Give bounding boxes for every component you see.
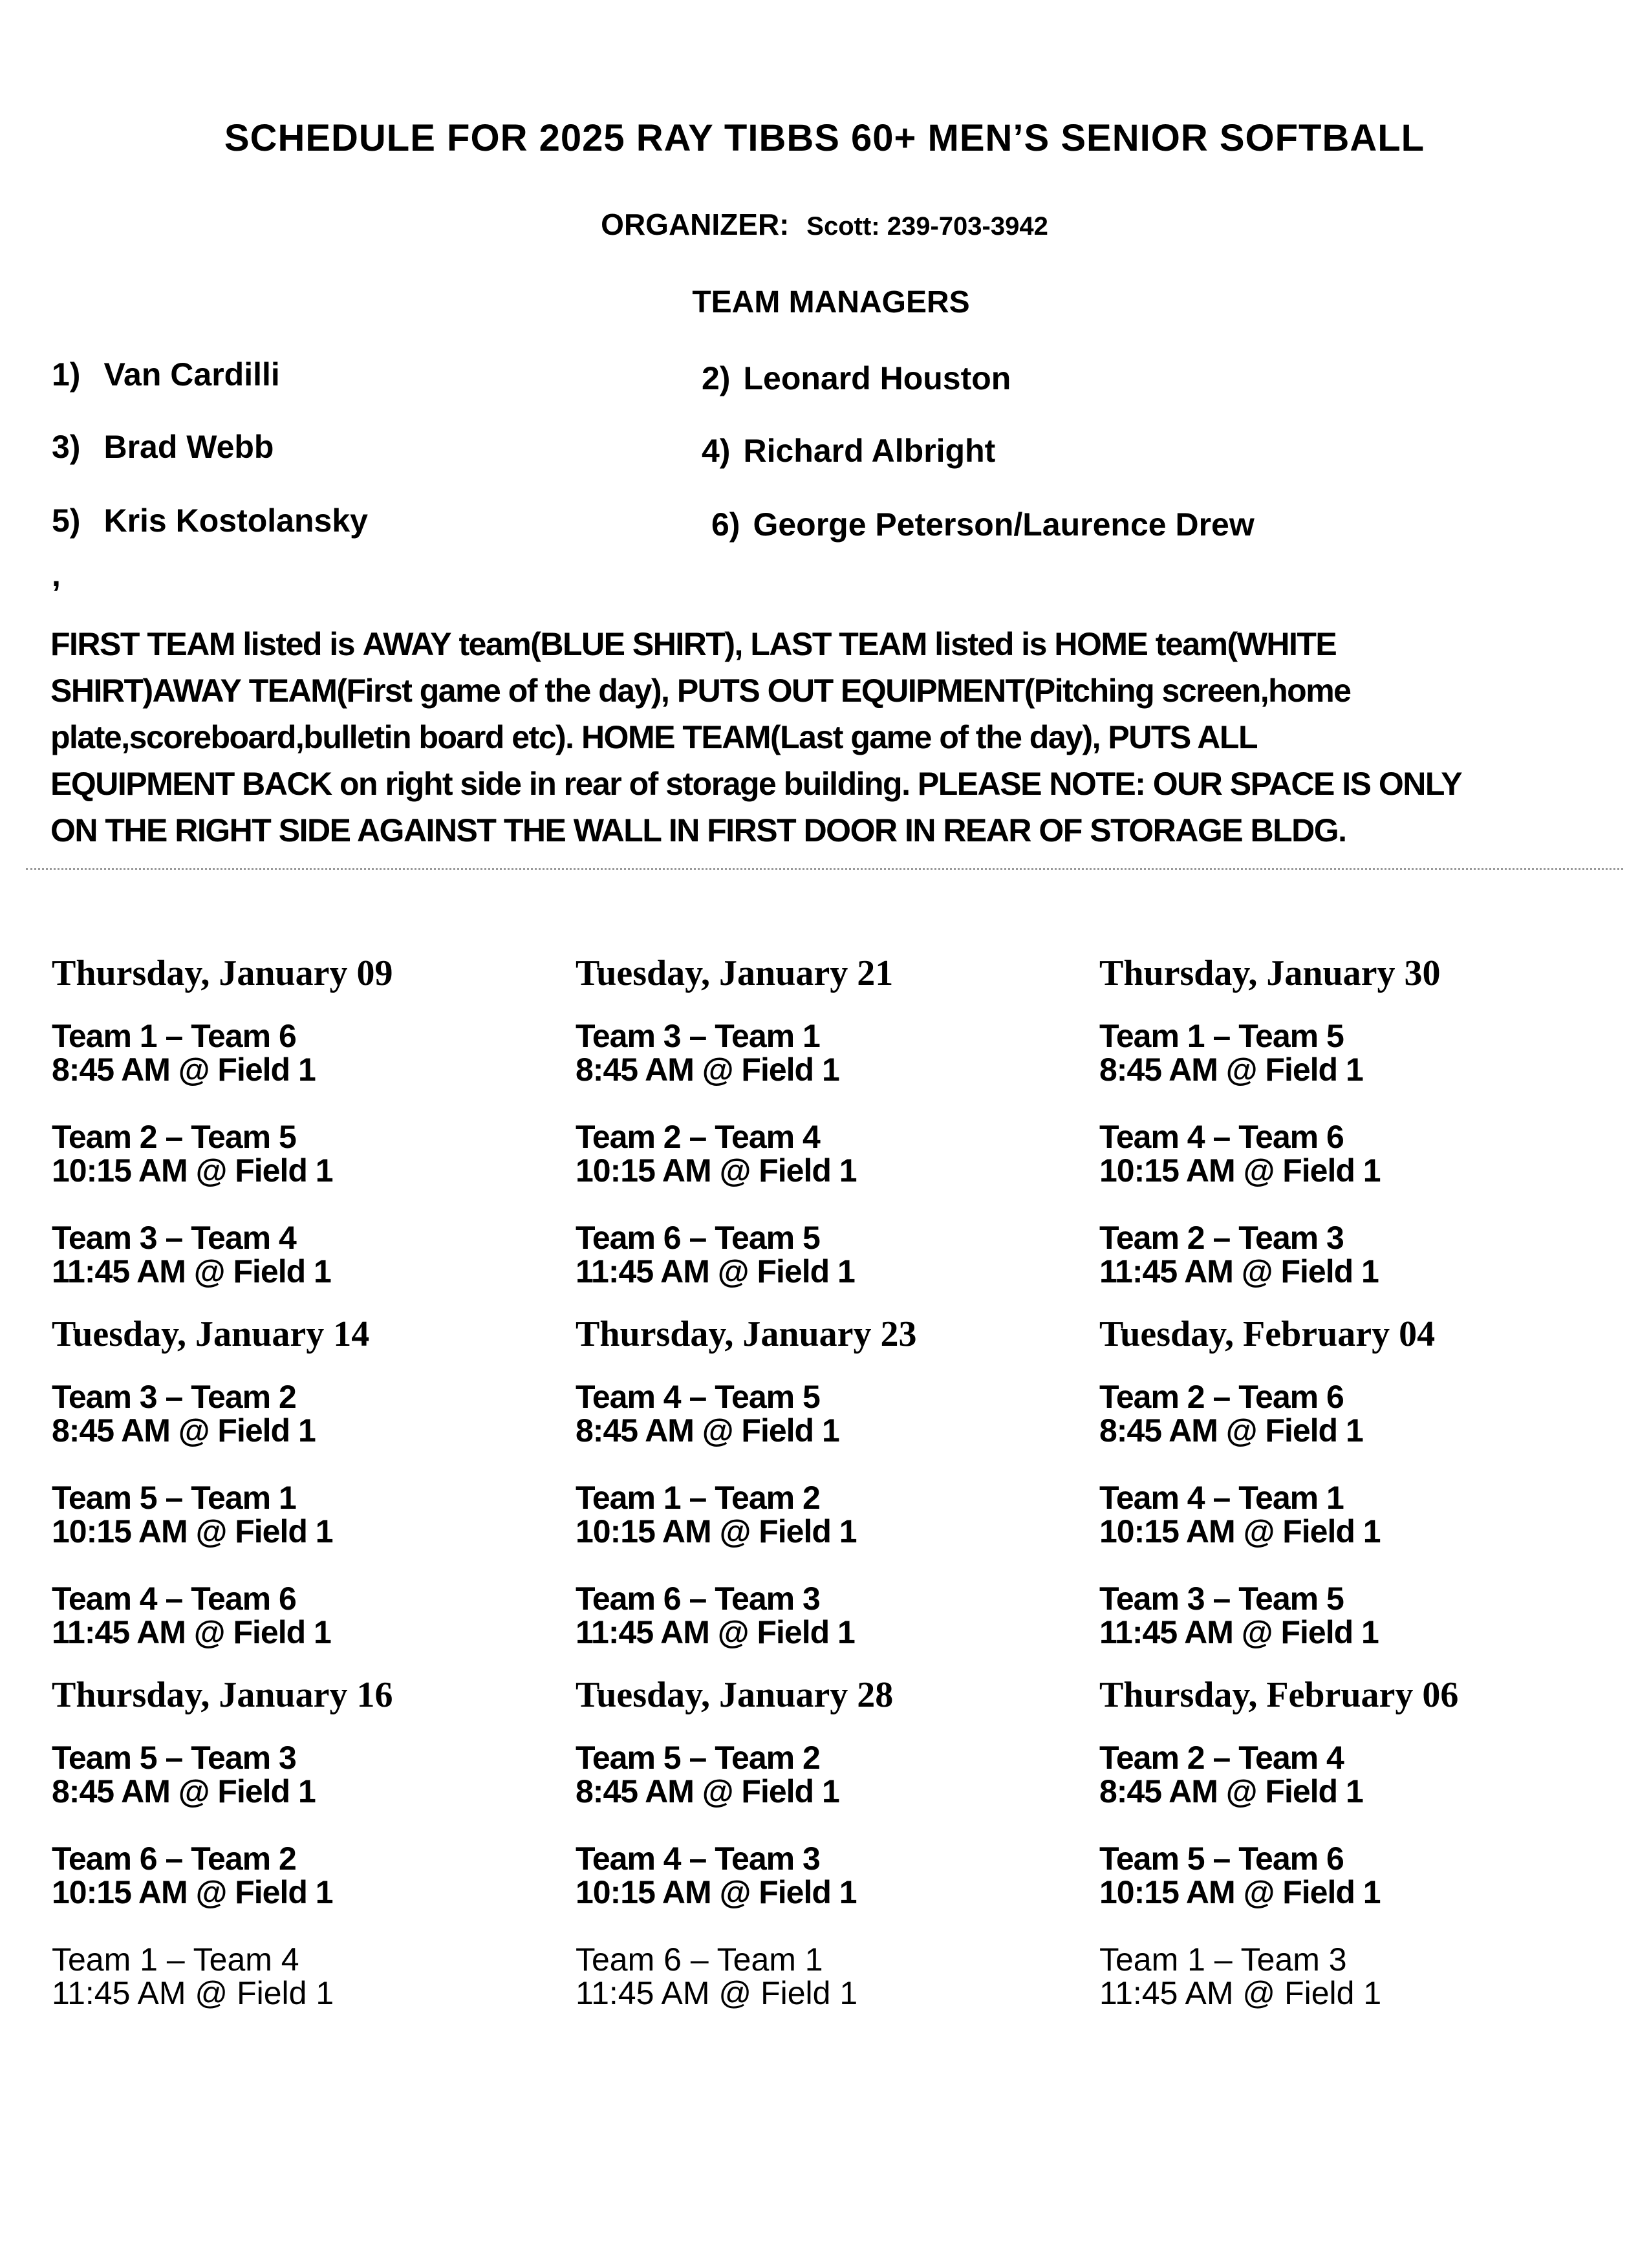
game-matchup: Team 5 – Team 3 (52, 1740, 296, 1776)
game-time: 10:15 AM @ Field 1 (576, 1874, 857, 1910)
notice-text: plate,scoreboard,bulletin board etc). (50, 719, 581, 755)
manager-number: 6) (711, 506, 740, 543)
schedule-day (1099, 1672, 1617, 2010)
notice-text: TEAM(First game of the day), (241, 673, 677, 709)
section-divider (26, 868, 1623, 870)
manager-number: 2) (702, 360, 731, 396)
notice-emphasis: LAST (750, 626, 831, 662)
game-matchup: Team 4 – Team 6 (52, 1581, 296, 1617)
day-heading: Thursday, January 30 (1099, 953, 1441, 993)
game-time: 11:45 AM @ Field 1 (1099, 1614, 1379, 1650)
game-matchup: Team 1 – Team 3 (1099, 1941, 1347, 1978)
notice-text: TEAM listed is (138, 626, 363, 662)
game-time: 11:45 AM @ Field 1 (1099, 1975, 1382, 2011)
game-matchup: Team 2 – Team 4 (576, 1119, 820, 1155)
game-time: 8:45 AM @ Field 1 (576, 1412, 839, 1449)
day-heading: Tuesday, January 14 (52, 1314, 370, 1354)
schedule-day (576, 1672, 1093, 2010)
notice-line (50, 714, 1602, 761)
game-matchup: Team 6 – Team 1 (576, 1941, 823, 1978)
game-entry (576, 1943, 1093, 2010)
game-time: 8:45 AM @ Field 1 (52, 1052, 316, 1088)
game-entry (52, 1221, 569, 1288)
notice-emphasis: HOME (581, 719, 674, 755)
game-matchup: Team 1 – Team 5 (1099, 1018, 1344, 1054)
game-entry (1099, 1582, 1617, 1649)
game-entry (576, 1120, 1093, 1187)
manager-name: Van Cardilli (103, 356, 280, 393)
notice-line (50, 621, 1602, 667)
game-matchup: Team 5 – Team 1 (52, 1480, 296, 1516)
game-matchup: Team 6 – Team 2 (52, 1841, 296, 1877)
game-time: 8:45 AM @ Field 1 (576, 1052, 839, 1088)
schedule-day (1099, 1312, 1617, 1649)
manager-name: George Peterson/Laurence Drew (753, 506, 1255, 543)
game-entry (52, 1481, 569, 1548)
game-time: 8:45 AM @ Field 1 (576, 1773, 839, 1809)
day-heading: Thursday, January 09 (52, 953, 393, 993)
manager-item (52, 356, 280, 393)
game-entry (1099, 1741, 1617, 1808)
game-entry (1099, 1842, 1617, 1909)
game-matchup: Team 2 – Team 5 (52, 1119, 296, 1155)
notice-emphasis: PUTS ALL (1108, 719, 1257, 755)
game-entry (1099, 1481, 1617, 1548)
game-matchup: Team 4 – Team 1 (1099, 1480, 1344, 1516)
notice-text: team(BLUE SHIRT), (451, 626, 751, 662)
manager-item (702, 432, 995, 470)
game-entry (52, 1582, 569, 1649)
game-matchup: Team 4 – Team 5 (576, 1379, 820, 1415)
game-time: 11:45 AM @ Field 1 (52, 1253, 331, 1290)
game-time: 10:15 AM @ Field 1 (576, 1513, 857, 1550)
schedule-day (52, 951, 569, 1288)
game-matchup: Team 3 – Team 4 (52, 1220, 296, 1256)
manager-name: Brad Webb (103, 429, 274, 465)
notice-emphasis: AWAY (362, 626, 451, 662)
game-matchup: Team 4 – Team 6 (1099, 1119, 1344, 1155)
notice-emphasis: PLEASE NOTE: OUR SPACE IS ONLY (917, 766, 1462, 802)
game-entry (52, 1019, 569, 1086)
game-time: 10:15 AM @ Field 1 (576, 1152, 857, 1189)
game-time: 11:45 AM @ Field 1 (1099, 1253, 1379, 1290)
game-time: 11:45 AM @ Field 1 (576, 1975, 858, 2011)
game-matchup: Team 6 – Team 5 (576, 1220, 820, 1256)
game-entry (1099, 1380, 1617, 1447)
manager-item (52, 428, 274, 466)
day-heading: Tuesday, January 28 (576, 1675, 894, 1715)
manager-item (702, 360, 1011, 397)
day-heading: Thursday, February 06 (1099, 1675, 1459, 1715)
game-entry (576, 1019, 1093, 1086)
game-time: 10:15 AM @ Field 1 (1099, 1152, 1381, 1189)
organizer-contact: Scott: 239-703-3942 (806, 212, 1048, 241)
game-matchup: Team 2 – Team 3 (1099, 1220, 1344, 1256)
game-entry (52, 1842, 569, 1909)
organizer-label: ORGANIZER: (601, 208, 790, 241)
game-time: 8:45 AM @ Field 1 (52, 1773, 316, 1809)
game-time: 8:45 AM @ Field 1 (1099, 1052, 1363, 1088)
notice-emphasis: EQUIPMENT BACK (50, 766, 332, 802)
game-entry (576, 1221, 1093, 1288)
notice-emphasis: SHIRT)AWAY (50, 673, 241, 709)
notice-text: team(WHITE (1147, 626, 1337, 662)
schedule-day (1099, 951, 1617, 1288)
manager-name: Kris Kostolansky (103, 502, 368, 539)
schedule-day (52, 1672, 569, 2010)
game-entry (576, 1481, 1093, 1548)
game-time: 10:15 AM @ Field 1 (52, 1874, 333, 1910)
notice-emphasis: HOME (1054, 626, 1148, 662)
equipment-notice (50, 621, 1602, 854)
game-matchup: Team 2 – Team 4 (1099, 1740, 1344, 1776)
game-entry (1099, 1943, 1617, 2010)
manager-name: Richard Albright (743, 433, 996, 469)
game-matchup: Team 5 – Team 2 (576, 1740, 820, 1776)
game-matchup: Team 3 – Team 5 (1099, 1581, 1344, 1617)
team-managers-heading: TEAM MANAGERS (692, 285, 970, 319)
schedule-column (1099, 951, 1617, 2010)
notice-line (50, 667, 1602, 714)
game-entry (52, 1120, 569, 1187)
game-time: 11:45 AM @ Field 1 (52, 1975, 334, 2011)
game-entry (52, 1943, 569, 2010)
game-matchup: Team 1 – Team 2 (576, 1480, 820, 1516)
game-matchup: Team 5 – Team 6 (1099, 1841, 1344, 1877)
schedule-day (52, 1312, 569, 1649)
game-time: 8:45 AM @ Field 1 (1099, 1773, 1363, 1809)
game-entry (576, 1380, 1093, 1447)
notice-text: on right side in rear of storage building. (331, 766, 918, 802)
notice-text: TEAM listed is (830, 626, 1055, 662)
game-time: 10:15 AM @ Field 1 (52, 1513, 333, 1550)
game-entry (576, 1582, 1093, 1649)
manager-item (52, 502, 368, 539)
day-heading: Thursday, January 23 (576, 1314, 917, 1354)
stray-mark: , (52, 557, 61, 593)
day-heading: Tuesday, January 21 (576, 953, 894, 993)
organizer-line (0, 207, 1649, 242)
day-heading: Tuesday, February 04 (1099, 1314, 1436, 1354)
schedule-column (52, 951, 569, 2010)
game-entry (576, 1741, 1093, 1808)
manager-name: Leonard Houston (743, 360, 1011, 396)
manager-number: 5) (52, 502, 81, 539)
game-entry (1099, 1221, 1617, 1288)
game-matchup: Team 1 – Team 6 (52, 1018, 296, 1054)
notice-text: (Pitching screen,home (1024, 673, 1351, 709)
game-matchup: Team 3 – Team 1 (576, 1018, 820, 1054)
notice-line (50, 807, 1602, 854)
game-matchup: Team 2 – Team 6 (1099, 1379, 1344, 1415)
game-time: 8:45 AM @ Field 1 (1099, 1412, 1363, 1449)
game-entry (1099, 1019, 1617, 1086)
schedule-column (576, 951, 1093, 2010)
game-entry (576, 1842, 1093, 1909)
day-heading: Thursday, January 16 (52, 1675, 393, 1715)
notice-text: TEAM(Last game of the day), (674, 719, 1108, 755)
game-entry (52, 1380, 569, 1447)
game-matchup: Team 1 – Team 4 (52, 1941, 299, 1978)
game-entry (52, 1741, 569, 1808)
game-time: 11:45 AM @ Field 1 (576, 1614, 855, 1650)
game-matchup: Team 3 – Team 2 (52, 1379, 296, 1415)
notice-line (50, 761, 1602, 807)
manager-number: 3) (52, 429, 81, 465)
game-matchup: Team 4 – Team 3 (576, 1841, 820, 1877)
game-time: 10:15 AM @ Field 1 (1099, 1874, 1381, 1910)
game-entry (1099, 1120, 1617, 1187)
notice-emphasis: PUTS OUT EQUIPMENT (676, 673, 1024, 709)
page-title: SCHEDULE FOR 2025 RAY TIBBS 60+ MEN’S SENIOR SOFTBALL (224, 117, 1425, 159)
game-time: 10:15 AM @ Field 1 (1099, 1513, 1381, 1550)
game-time: 10:15 AM @ Field 1 (52, 1152, 333, 1189)
schedule-day (576, 1312, 1093, 1649)
schedule-day (576, 951, 1093, 1288)
game-time: 8:45 AM @ Field 1 (52, 1412, 316, 1449)
manager-number: 4) (702, 433, 731, 469)
manager-number: 1) (52, 356, 81, 393)
notice-emphasis: FIRST (50, 626, 139, 662)
manager-item (711, 506, 1255, 543)
game-time: 11:45 AM @ Field 1 (576, 1253, 855, 1290)
game-time: 11:45 AM @ Field 1 (52, 1614, 331, 1650)
notice-emphasis: ON THE RIGHT SIDE AGAINST THE WALL IN FIRST DOOR IN REAR OF STORAGE BLDG. (50, 812, 1346, 848)
game-matchup: Team 6 – Team 3 (576, 1581, 820, 1617)
